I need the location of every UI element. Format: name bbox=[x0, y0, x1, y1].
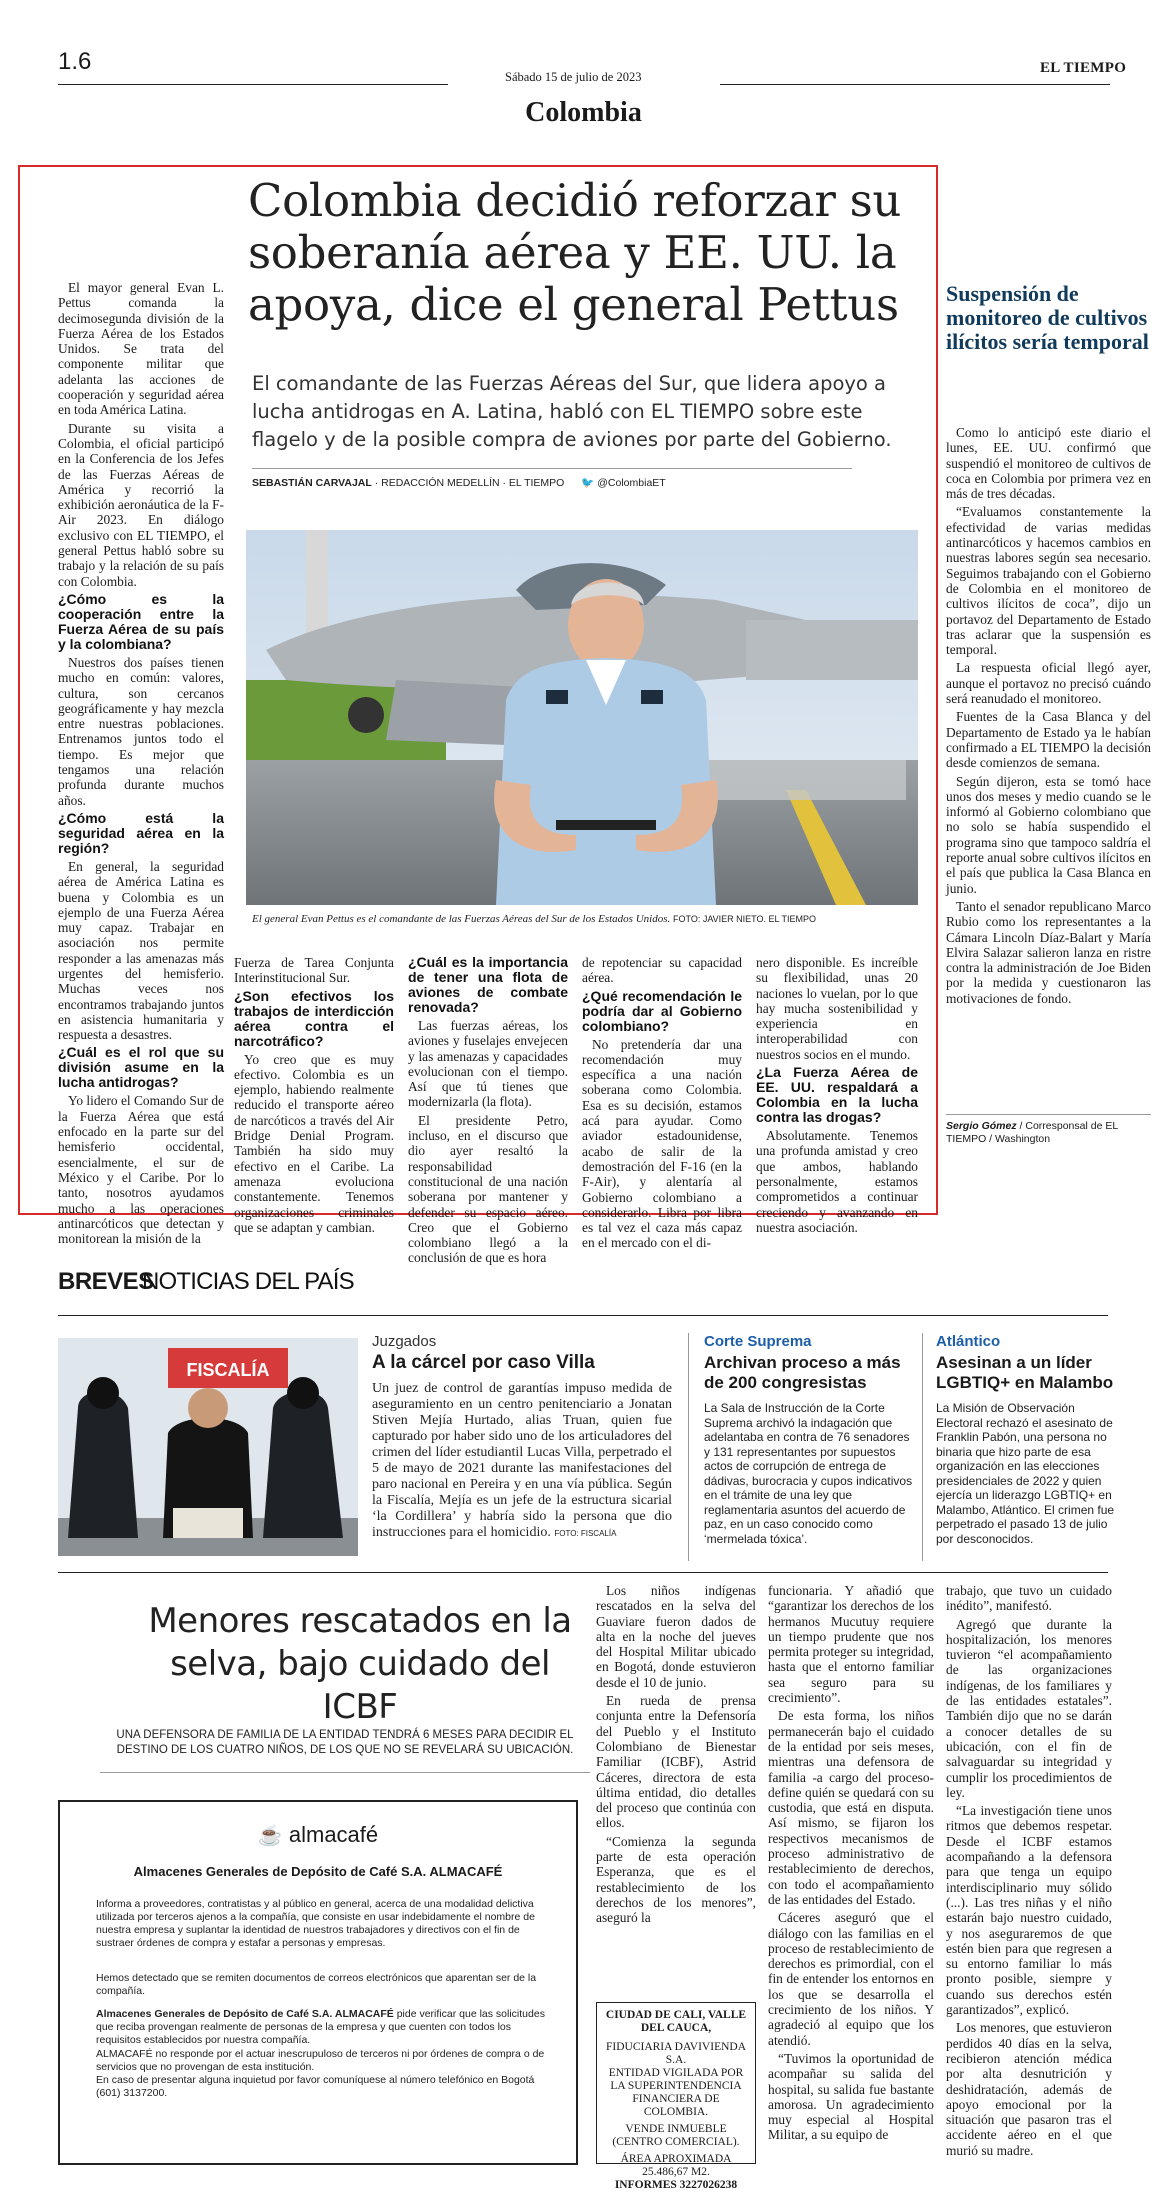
breves-item-1-text bbox=[372, 1381, 672, 1542]
header-rule-right bbox=[720, 84, 1110, 85]
photo-jet-and-general bbox=[246, 530, 918, 905]
almacafe-ad bbox=[58, 1800, 578, 2165]
article-column-2 bbox=[234, 955, 394, 1235]
breves-item-1-kicker: Juzgados bbox=[372, 1333, 437, 1350]
article-paragraph: “La investigación tiene unos ritmos que debemos respetar. Desde el ICBF estamos acompañando a la defensora para que tenga un equipo interdisciplinario muy sólido (...). Las tres niñas y el niño estarán bajo nuestro cuidado, y nos aseguraremos de que estén bien para que regresen a su entorno familiar lo más pronto posible, siempre y cuando sus derechos estén garantizados”, explicó. bbox=[946, 1803, 1112, 2018]
article-paragraph: “Comienza la segunda parte de esta operación Esperanza, que es el restablecimiento de los derechos de los menores”, aseguró la bbox=[596, 1833, 756, 1926]
breves-item-3-text: La Misión de Observación Electoral rechazó el asesinato de Franklin Pabón, una persona no binaria que hizo parte de esa organización en las elecciones presidenciales de 2022 y quien ejercía un liderazgo LGBTIQ+ en Malambo, Atlántico. El crimen fue perpetrado el pasado 13 de julio por desconocidos. bbox=[936, 1401, 1115, 1546]
sidebar-author-role: / Corresponsal de EL TIEMPO / Washington bbox=[946, 1120, 1118, 1145]
article-paragraph: “Tuvimos la oportunidad de acompañar su salida del hospital, su salida fue bastante amorosa. Un agradecimiento muy especial al Hospital Militar, a su equipo de bbox=[768, 2050, 934, 2143]
breves-item-1-credit: FOTO: FISCALÍA bbox=[554, 1529, 617, 1538]
article-paragraph: funcionaria. Y añadió que “garantizar los derechos de los hermanos Mucutuy requiere un tiempo prudente que nos permita proteger su integridad, hasta que el entorno familiar sea seguro para su crecimiento”. bbox=[768, 1583, 934, 1706]
article-paragraph: Como lo anticipó este diario el lunes, EE. UU. confirmó que suspendió el monitoreo de cultivos de coca en Colombia por primera vez en más de tres décadas. bbox=[946, 425, 1151, 502]
sidebar-body bbox=[946, 425, 1151, 1115]
photo-arrest bbox=[58, 1338, 358, 1556]
classified-line-5: ÁREA APROXIMADA 25.486,67 M2. bbox=[620, 2153, 732, 2178]
article-column-4 bbox=[582, 955, 742, 1251]
breves-item-2-title: Archivan proceso a más de 200 congresistas bbox=[704, 1353, 901, 1392]
ad-paragraph-3-text: pide verificar que las solicitudes que reciba provengan realmente de personas de la empresa y que cuenten con todos los requisitos establecidos por nuestra compañía. bbox=[96, 2008, 545, 2046]
article-paragraph: El mayor general Evan L. Pettus comanda la decimosegunda división de la Fuerza Aérea de los Estados Unidos. Se trata del componente militar que adelanta las acciones de cooperación y seguridad aérea en toda América Latina. bbox=[58, 280, 224, 418]
article-paragraph: Yo lidero el Comando Sur de la Fuerza Aérea que está enfocado en la parte sur del hemisferio occidental, esencialmente, el sur de México y el Caribe. Por lo tanto, nosotros ayudamos mucho a las operaciones antinarcóticos que detectan y monitorean la misión de la bbox=[58, 1093, 224, 1247]
breves-item-1 bbox=[372, 1333, 672, 1542]
classified-line-2: FIDUCIARIA DAVIVIENDA S.A. bbox=[605, 2041, 747, 2066]
article-paragraph: Según dijeron, esta se tomó hace unos dos meses y medio cuando se le informó al Gobierno colombiano que no solo se había suspendido el programa sino que tampoco saldría el reporte anual sobre cultivos ilícitos en el país que publica la Casa Blanca en junio. bbox=[946, 773, 1151, 896]
ad-paragraph-3-bold: Almacenes Generales de Depósito de Café S.A. ALMACAFÉ bbox=[96, 2008, 394, 2020]
bottom-deck: UNA DEFENSORA DE FAMILIA DE LA ENTIDAD TENDRÁ 6 MESES PARA DECIDIR EL DESTINO DE LOS CUATRO NIÑOS, DE LOS QUE NO SE REVELARÁ SU UBICACIÓN. bbox=[116, 1729, 574, 1756]
main-headline: Colombia decidió reforzar su soberanía aérea y EE. UU. la apoya, dice el general Pettus bbox=[248, 174, 902, 331]
header-rule-left bbox=[58, 84, 448, 85]
breves-item-1-title: A la cárcel por caso Villa bbox=[372, 1352, 595, 1373]
breves-sublabel: NOTICIAS DEL PAÍS bbox=[142, 1268, 354, 1295]
classified-ad bbox=[596, 2002, 756, 2191]
main-deck: El comandante de las Fuerzas Aéreas del Sur, que lidera apoyo a lucha antidrogas en A. Latina, habló con EL TIEMPO sobre este flagelo y de la posible compra de aviones por parte del Gobierno. bbox=[252, 372, 892, 451]
ad-logo-text: almacafé bbox=[288, 1822, 379, 1847]
breves-item-3 bbox=[936, 1333, 1116, 1546]
bottom-column-1 bbox=[596, 1583, 756, 1993]
interview-question: ¿La Fuerza Aérea de EE. UU. respaldará a Colombia en la lucha contra las drogas? bbox=[756, 1064, 918, 1126]
ad-paragraph-1: Informa a proveedores, contratistas y al público en general, acerca de una modalidad delictiva utilizada por terceros ajenos a la compañía, que consiste en usar indebidamente el nombre de nuestra empresa y suplantar la identidad de nuestros trabajadores y directivos con el fin de sustraer órdenes de compra y estafar a personas y empresas. bbox=[96, 1898, 535, 1949]
ad-paragraph-5: En caso de presentar alguna inquietud por favor comuníquese al número telefónico en Bogotá (601) 3137200. bbox=[96, 2074, 535, 2099]
article-paragraph: De esta forma, los niños permanecerán bajo el cuidado de la entidad por seis meses, mientras una defensora de familia -a cargo del proceso- define quién se quedará con su custodia, que está en disputa. Así mismo, se fijaron los respectivos mecanismos de proceso administrativo de restablecimiento de derechos, con todo el acompañamiento de las entidades del Estado. bbox=[768, 1708, 934, 1907]
ad-paragraph-4: ALMACAFÉ no responde por el actuar inescrupuloso de terceros ni por órdenes de compra o de servicios que no provengan de esta institución. bbox=[96, 2048, 545, 2073]
breves-item-2-text: La Sala de Instrucción de la Corte Suprema archivó la indagación que adelantaba en contra de 76 senadores y 131 representantes por supuestos actos de corrupción de entrega de dádivas, burocracia y cupos indicativos en el trámite de una ley que reglamentaria asuntos del acuerdo de paz, en un caso conocido como ‘mermelada tóxica’. bbox=[704, 1401, 913, 1546]
article-paragraph: “Evaluamos constantemente la efectividad de varias medidas antinarcóticos y hacemos cambios en nuestras labores según sea necesario. Seguimos trabajando con el Gobierno de Colombia en el monitoreo de cultivos ilícitos de coca”, dijo un portavoz del Departamento de Estado tras aclarar que la suspensión es temporal. bbox=[946, 504, 1151, 658]
page-number: 1.6 bbox=[58, 48, 92, 75]
article-paragraph: trabajo, que tuvo un cuidado inédito”, manifestó. bbox=[946, 1583, 1112, 1614]
bottom-deck-rule bbox=[100, 1772, 590, 1773]
bottom-column-3 bbox=[946, 1583, 1112, 2168]
article-column-1 bbox=[58, 280, 224, 1247]
issue-date: Sábado 15 de julio de 2023 bbox=[505, 70, 642, 84]
article-paragraph: Nuestros dos países tienen mucho en común: valores, cultura, son cercanos geográficamente y hay mezcla entre nuestras poblaciones. Entrenamos juntos todo el tiempo. Es mejor que tengamos una relación profunda durante muchos años. bbox=[58, 654, 224, 808]
bottom-column-2 bbox=[768, 1583, 934, 2168]
ad-title: Almacenes Generales de Depósito de Café S.A. ALMACAFÉ bbox=[133, 1864, 503, 1879]
classified-line-1: CIUDAD DE CALI, VALLE DEL CAUCA, bbox=[605, 2009, 747, 2034]
byline-handle: @ColombiaET bbox=[597, 477, 666, 489]
article-paragraph: Los niños indígenas rescatados en la selva del Guaviare fueron dados de alta en la noche del jueves del Hospital Militar ubicado en Bogotá, donde estuvieron desde el 10 de junio. bbox=[596, 1583, 756, 1690]
breves-photo bbox=[58, 1338, 358, 1556]
article-paragraph: El presidente Petro, incluso, en el discurso que dio ayer resaltó la responsabilidad constitucional de una nación soberana por mantener y defender su espacio aéreo. Creo que el Gobierno colombiano llegó a la conclusión de que es hora bbox=[408, 1112, 568, 1266]
byline-desk: · REDACCIÓN MEDELLÍN · EL TIEMPO bbox=[374, 477, 565, 489]
article-paragraph: Yo creo que es muy efectivo. Colombia es un ejemplo, habiendo realmente reducido el transporte aéreo de narcóticos a través del Air Bridge Denial Program. También ha sido muy efectivo en el Caribe. La amenaza evoluciona constantemente. Tenemos organizaciones criminales que se adaptan y cambian. bbox=[234, 1051, 394, 1235]
twitter-icon: 🐦 bbox=[581, 477, 595, 489]
breves-divider-2 bbox=[922, 1333, 923, 1561]
breves-item-3-kicker: Atlántico bbox=[936, 1333, 1001, 1350]
breves-item-3-title: Asesinan a un líder LGBTIQ+ en Malambo bbox=[936, 1353, 1114, 1392]
article-paragraph: Fuentes de la Casa Blanca y del Departamento de Estado ya le habían confirmado a EL TIEMPO la decisión desde comienzos de semana. bbox=[946, 709, 1151, 771]
classified-line-3: ENTIDAD VIGILADA POR LA SUPERINTENDENCIA FINANCIERA DE COLOMBIA. bbox=[608, 2067, 744, 2118]
breves-item-1-body: Un juez de control de garantías impuso medida de aseguramiento en un centro penitenciario a Jonatan Stiven Mejía Hurtado, alias Truan, quien fue capturado por haber sido uno de los articuladores del crimen del líder estudiantil Lucas Villa, perpetrado el 5 de mayo de 2021 durante las manifestaciones del paro nacional en Pereira y en una vía pública. Según la Fiscalía, Mejía es un jefe de la estructura sicarial ‘la Cordillera’ y habría sido la persona que dio instrucciones para el homicidio. bbox=[372, 1381, 672, 1540]
article-paragraph: Los menores, que estuvieron perdidos 40 días en la selva, recibieron atención médica por alta desnutrición y deshidratación, además de apoyo emocional por la situación que pasaron tras el accidente aéreo en el que murió su madre. bbox=[946, 2020, 1112, 2158]
article-paragraph: La respuesta oficial llegó ayer, aunque el portavoz no precisó cuándo será reanudado el monitoreo. bbox=[946, 660, 1151, 707]
article-photo bbox=[246, 530, 918, 905]
article-paragraph: Durante su visita a Colombia, el oficial participó en la Conferencia de los Jefes de las Fuerzas Aéreas de América y recorrió la exhibición aeronáutica de la F-Air 2023. En diálogo exclusivo con EL TIEMPO, el general Pettus habló sobre su trabajo y la relación de su país con Colombia. bbox=[58, 420, 224, 589]
ad-paragraph-3 bbox=[96, 2008, 546, 2047]
byline-author: SEBASTIÁN CARVAJAL bbox=[252, 477, 372, 489]
interview-question: ¿Qué recomendación le podría dar al Gobierno colombiano? bbox=[582, 987, 742, 1034]
caption-text: El general Evan Pettus es el comandante de las Fuerzas Aéreas del Sur de los Estados Unidos. bbox=[252, 913, 671, 925]
article-paragraph: No pretendería dar una recomendación muy específica a una nación soberana como Colombia. Esa es su decisión, estamos acá para ayudar. Como aviador estadounidense, acabo de salir de la demostración del F-16 (en la F-Air), y alentaría al Gobierno colombiano a considerarlo. Libra por libra es tal vez el caza más capaz en el mercado con el di- bbox=[582, 1036, 742, 1251]
newspaper-brand: EL TIEMPO bbox=[1040, 60, 1127, 76]
interview-question: ¿Cómo es la cooperación entre la Fuerza Aérea de su país y la colombiana? bbox=[58, 590, 224, 652]
classified-line-4: VENDE INMUEBLE (CENTRO COMERCIAL). bbox=[612, 2123, 740, 2148]
breves-rule bbox=[58, 1315, 1108, 1316]
caption-credit: FOTO: JAVIER NIETO. EL TIEMPO bbox=[673, 914, 817, 924]
almacafe-logo bbox=[60, 1822, 576, 1848]
interview-question: ¿Cuál es la importancia de tener una flota de aviones de combate renovada? bbox=[408, 954, 568, 1015]
bottom-headline: Menores rescatados en la selva, bajo cuidado del ICBF bbox=[148, 1601, 572, 1727]
article-paragraph: de repotenciar su capacidad aérea. bbox=[582, 955, 742, 986]
article-paragraph: Las fuerzas aéreas, los aviones y fuselajes envejecen y las amenazas y capacidades evolucionan con el tiempo. Así que tú tienes que modernizarla (la flota). bbox=[408, 1018, 568, 1110]
breves-bottom-rule bbox=[58, 1572, 1108, 1573]
coffee-bean-icon: ☕ bbox=[257, 1825, 283, 1847]
article-paragraph: nero disponible. Es increíble su flexibilidad, unas 20 naciones lo vuelan, por lo que hay mucha sostenibilidad y experiencia en interoperabilidad con nuestros socios en el mundo. bbox=[756, 955, 918, 1062]
article-column-5 bbox=[756, 955, 918, 1235]
section-title: Colombia bbox=[525, 97, 642, 128]
article-paragraph: Fuerza de Tarea Conjunta Interinstitucional Sur. bbox=[234, 955, 394, 986]
breves-item-2 bbox=[704, 1333, 914, 1546]
article-column-3 bbox=[408, 954, 568, 1266]
byline-rule bbox=[252, 468, 852, 469]
article-paragraph: Absolutamente. Tenemos una profunda amistad y creo que ambos, hablando personalmente, estamos comprometidos a continuar creciendo y avanzando en nuestra asociación. bbox=[756, 1128, 918, 1235]
sidebar-sig-rule bbox=[946, 1114, 1151, 1115]
sidebar-author: Sergio Gómez bbox=[946, 1120, 1017, 1132]
sidebar-headline: Suspensión de monitoreo de cultivos ilícitos sería temporal bbox=[946, 281, 1149, 354]
article-paragraph: En general, la seguridad aérea de América Latina es buena y Colombia es un ejemplo de una Fuerza Aérea muy capaz. Trabajar en asociación nos permite responder a las amenazas más urgentes del hemisferio. Muchas veces nos encontramos trabajando juntos en asistencia humanitaria y respuesta a desastres. bbox=[58, 858, 224, 1043]
classified-line-6: INFORMES 3227026238 bbox=[614, 2179, 738, 2191]
ad-paragraph-2: Hemos detectado que se remiten documentos de correos electrónicos que aparentan ser de la compañía. bbox=[96, 1972, 537, 1997]
article-paragraph: En rueda de prensa conjunta entre la Defensoría del Pueblo y el Instituto Colombiano de Bienestar Familiar (ICBF), Astrid Cáceres, directora de esta última entidad, dio detalles del proceso que continúa con ellos. bbox=[596, 1693, 756, 1831]
interview-question: ¿Cuál es el rol que su división asume en la lucha antidrogas? bbox=[58, 1044, 224, 1091]
photo-banner-text: FISCALÍA bbox=[186, 1360, 270, 1380]
breves-divider-1 bbox=[688, 1333, 689, 1561]
article-paragraph: Cáceres aseguró que el diálogo con las familias en el proceso de restablecimiento de derechos es primordial, con el fin de entender los entornos en los que se desarrolla el crecimiento de los niños. Y agradeció al equipo que los atendió. bbox=[768, 1910, 934, 2048]
photo-caption bbox=[252, 913, 922, 925]
interview-question: ¿Son efectivos los trabajos de interdicción aérea contra el narcotráfico? bbox=[234, 987, 394, 1049]
article-paragraph: Agregó que durante la hospitalización, los menores tuvieron “el acompañamiento de las organizaciones indígenas, de los familiares y de las entidades estatales”. También dijo que no se darán a conocer detalles de su ubicación, con el fin de salvaguardar su integridad y cumplir los procedimientos de ley. bbox=[946, 1616, 1112, 1800]
breves-item-2-kicker: Corte Suprema bbox=[704, 1333, 812, 1350]
interview-question: ¿Cómo está la seguridad aérea en la región? bbox=[58, 809, 224, 856]
breves-label: BREVES bbox=[58, 1268, 154, 1295]
byline bbox=[252, 476, 922, 489]
sidebar-signature bbox=[946, 1120, 1151, 1146]
article-paragraph: Tanto el senador republicano Marco Rubio como los representantes a la Cámara Lincoln Díaz-Balart y María Elvira Salazar salieron lanza en ristre contra la administración de Joe Biden por la medida y cuestionaron las motivaciones de fondo. bbox=[946, 898, 1151, 1006]
